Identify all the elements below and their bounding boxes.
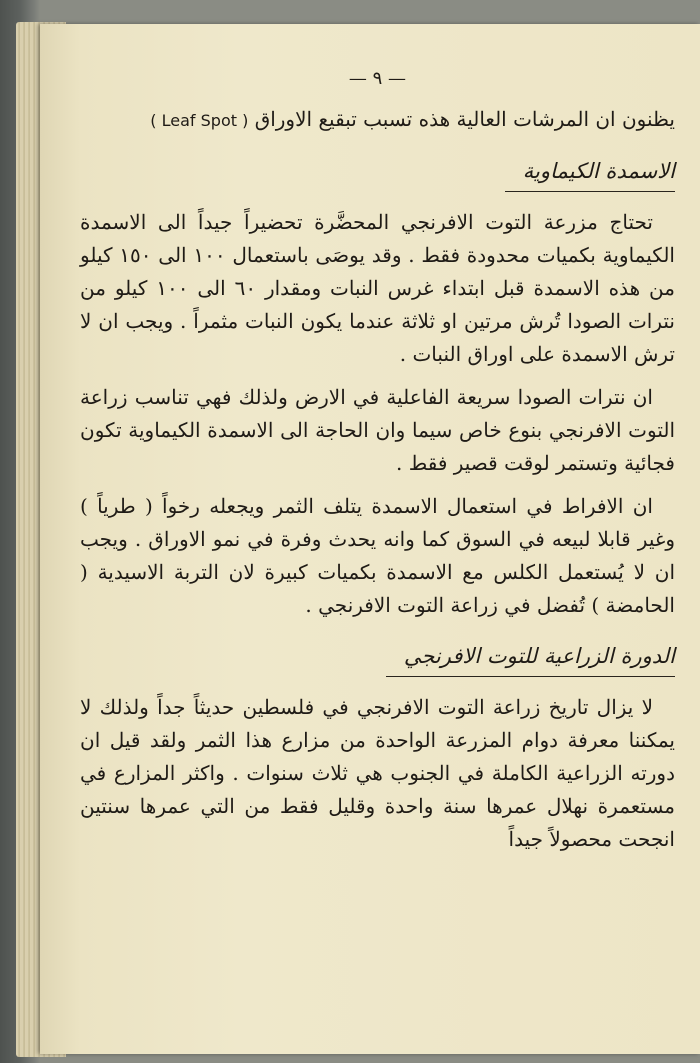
section-heading-wrap [80,147,675,206]
paragraph-fertilizer-needs: تحتاج مزرعة التوت الافرنجي المحضَّرة تحضيراً جيداً الى الاسمدة الكيماوية بكميات محدودة فقط . وقد يوصَى باستعمال ١٠٠ الى ١٥٠ كيلو من هذه الاسمدة قبل ابتداء غرس النبات ومقدار ٦٠ الى ١٠٠ كيلو من نترات الصودا تُرش مرتين او ثلاثة عندما يكون النبات مثمراً . ويجب ان لا ترش الاسمدة على اوراق النبات . [80,210,675,366]
section-heading-fertilizers: الاسمدة الكيماوية [505,155,675,192]
intro-text: يظنون ان المرشات العالية هذه تسبب تبقيع الاوراق [254,107,675,131]
paragraph-crop-rotation: لا يزال تاريخ زراعة التوت الافرنجي في فلسطين حديثاً جداً ولذلك لا يمكننا معرفة دوام المزرعة الواحدة من مزارع هذا الثمر ولقد قيل ان دورته الزراعية الكاملة في الجنوب هي ثلاث سنوات . واكثر المزارع في مستعمرة نهلال عمرها سنة واحدة وقليل فقط من التي عمرها سنتين انجحت محصولاً جيداً [80,695,675,851]
paragraph-excess-fertilizer: ان الافراط في استعمال الاسمدة يتلف الثمر ويجعله رخواً ( طرياً ) وغير قابلا لبيعه في السوق كما وانه يحدث وفرة في نمو الاوراق . ويجب ان لا يُستعمل الكلس مع الاسمدة بكميات كبيرة لان التربة الاسيدية ( الحامضة ) تُفضل في زراعة التوت الافرنجي . [80,494,675,617]
leaf-spot-term: ( Leaf Spot ) [150,111,249,130]
section-heading-rotation: الدورة الزراعية للتوت الافرنجي [386,640,675,677]
intro-paragraph [80,103,675,137]
page-content [80,62,675,866]
section-heading-wrap-2 [80,632,675,691]
page-number: — ٩ — [348,68,407,89]
paragraph-sodium-nitrate: ان نترات الصودا سريعة الفاعلية في الارض ولذلك فهي تناسب زراعة التوت الافرنجي بنوع خاص سيما وان الحاجة الى الاسمدة الكيماوية تكون فجائية وتستمر لوقت قصير فقط . [80,385,675,475]
